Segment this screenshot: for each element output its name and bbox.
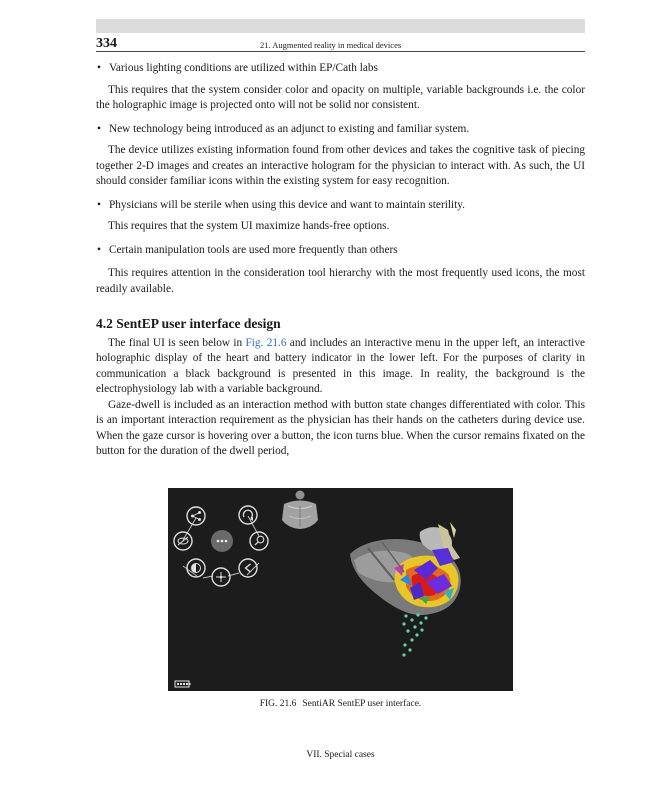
- paragraph: This requires attention in the consideration tool hierarchy with the most frequently used icons, the most readily available.: [96, 267, 585, 295]
- para-text: The final UI is seen below in: [108, 336, 246, 349]
- bullet-item: • Physicians will be sterile when using this device and want to maintain sterility.: [97, 198, 465, 211]
- paragraph: [96, 336, 585, 398]
- bullet-text: Physicians will be sterile when using this device and want to maintain sterility.: [109, 198, 465, 211]
- page-number: 334: [96, 36, 117, 51]
- move-icon[interactable]: [212, 568, 230, 586]
- header-rule: [96, 51, 585, 52]
- paragraph: This requires that the system UI maximize hands-free options.: [108, 220, 390, 232]
- caption-label: FIG. 21.6: [259, 699, 297, 709]
- page-footer: VII. Special cases: [306, 750, 375, 760]
- figure-reference-link[interactable]: Fig. 21.6: [245, 336, 287, 349]
- share-icon[interactable]: [187, 507, 205, 525]
- paragraph: This requires that the system consider color and opacity on multiple, variable backgrounds i.e. the color the holographic image is projected onto will not be solid nor consistent.: [96, 83, 585, 111]
- running-head: 21. Augmented reality in medical devices: [260, 40, 402, 50]
- page-top-band: [96, 19, 585, 33]
- more-icon[interactable]: [211, 530, 233, 552]
- bullet-item: • New technology being introduced as an adjunct to existing and familiar system.: [97, 122, 470, 135]
- caption-text: SentiAR SentEP user interface.: [302, 699, 422, 709]
- contrast-icon[interactable]: [187, 559, 205, 577]
- figure-caption: [96, 699, 585, 709]
- hide-icon[interactable]: [174, 532, 192, 550]
- section-title: 4.2 SentEP user interface design: [96, 316, 281, 331]
- bullet-text: New technology being introduced as an adjunct to existing and familiar system.: [109, 122, 470, 135]
- bullet-item: • Certain manipulation tools are used more frequently than others: [97, 243, 398, 256]
- heart-hologram[interactable]: [350, 522, 461, 615]
- battery-icon: [175, 681, 191, 687]
- paragraph: Gaze-dwell is included as an interaction method with button state changes differentiated with color. This is an important interaction requirement as the physician has their hands on the catheters during device use. When the gaze cursor is hovering over a button, the icon turns blue. When the cursor remains fixated on the button for the duration of the dwell period,: [96, 398, 585, 457]
- paragraph: The device utilizes existing information found from other devices and takes the cognitive task of piecing together 2-D images and creates an interactive hologram for the physician to interact with. As such, the UI should consider familiar icons within the existing system for easy recognition.: [96, 144, 585, 187]
- figure-sentep-ui: [168, 488, 513, 691]
- electrode-points: [402, 613, 427, 656]
- para-text: and includes an interactive menu in the upper left, an interactive holographic display of the heart and battery indicator in the lower left. For the purposes of clarity in communication a black background is presented in this image. In reality, the background is the electrophysiology lab with a variable background.: [96, 336, 585, 395]
- zoom-icon[interactable]: [250, 532, 268, 550]
- torso-icon[interactable]: [282, 491, 318, 530]
- reset-rotate-icon[interactable]: [239, 506, 257, 524]
- bullet-item: • Various lighting conditions are utilized within EP/Cath labs: [97, 62, 378, 74]
- bullet-text: Various lighting conditions are utilized within EP/Cath labs: [109, 62, 378, 74]
- body-text: [96, 61, 585, 460]
- bullet-text: Certain manipulation tools are used more frequently than others: [109, 243, 398, 256]
